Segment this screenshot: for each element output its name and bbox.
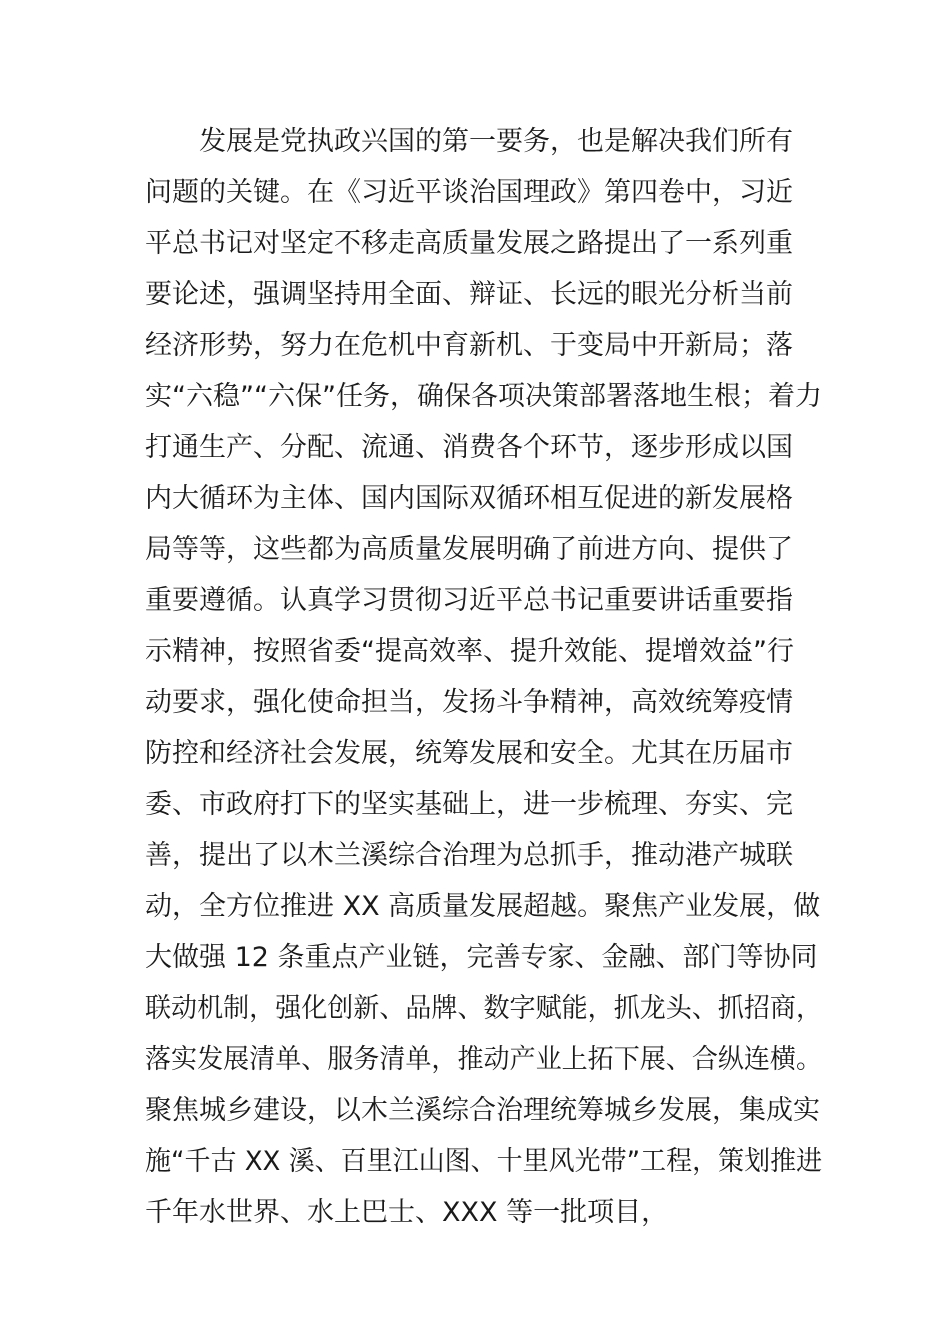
paragraph-line: 施“千古 XX 溪、百里江山图、十里风光带”工程，策划推进 [145, 1146, 823, 1177]
paragraph-line: 重要遵循。认真学习贯彻习近平总书记重要讲话重要指 [145, 585, 793, 616]
paragraph-line: 大做强 12 条重点产业链，完善专家、金融、部门等协同 [145, 942, 818, 973]
paragraph-line: 局等等，这些都为高质量发展明确了前进方向、提供了 [145, 534, 793, 565]
paragraph-line: 示精神，按照省委“提高效率、提升效能、提增效益”行 [145, 636, 794, 667]
paragraph-line: 防控和经济社会发展，统筹发展和安全。尤其在历届市 [145, 738, 793, 769]
paragraph-line: 动要求，强化使命担当，发扬斗争精神，高效统筹疫情 [145, 687, 793, 718]
paragraph-line: 平总书记对坚定不移走高质量发展之路提出了一系列重 [145, 228, 793, 259]
paragraph-line: 聚焦城乡建设，以木兰溪综合治理统筹城乡发展，集成实 [145, 1095, 820, 1126]
paragraph-line: 发展是党执政兴国的第一要务，也是解决我们所有 [199, 126, 793, 157]
paragraph-line: 委、市政府打下的坚实基础上，进一步梳理、夯实、完 [145, 789, 793, 820]
paragraph-line: 动，全方位推进 XX 高质量发展超越。聚焦产业发展，做 [145, 891, 821, 922]
paragraph-line: 千年水世界、水上巴士、XXX 等一批项目， [145, 1197, 669, 1228]
paragraph-line: 善，提出了以木兰溪综合治理为总抓手，推动港产城联 [145, 840, 793, 871]
paragraph-line: 落实发展清单、服务清单，推动产业上拓下展、合纵连横。 [145, 1044, 823, 1075]
paragraph-line: 要论述，强调坚持用全面、辩证、长远的眼光分析当前 [145, 279, 793, 310]
paragraph-line: 打通生产、分配、流通、消费各个环节，逐步形成以国 [145, 432, 793, 463]
paragraph-line: 实“六稳”“六保”任务，确保各项决策部署落地生根；着力 [145, 381, 822, 412]
paragraph-line: 联动机制，强化创新、品牌、数字赋能，抓龙头、抓招商， [145, 993, 823, 1024]
paragraph-line: 问题的关键。在《习近平谈治国理政》第四卷中，习近 [145, 177, 793, 208]
paragraph-line: 内大循环为主体、国内国际双循环相互促进的新发展格 [145, 483, 793, 514]
paragraph-line: 经济形势，努力在危机中育新机、于变局中开新局；落 [145, 330, 793, 361]
